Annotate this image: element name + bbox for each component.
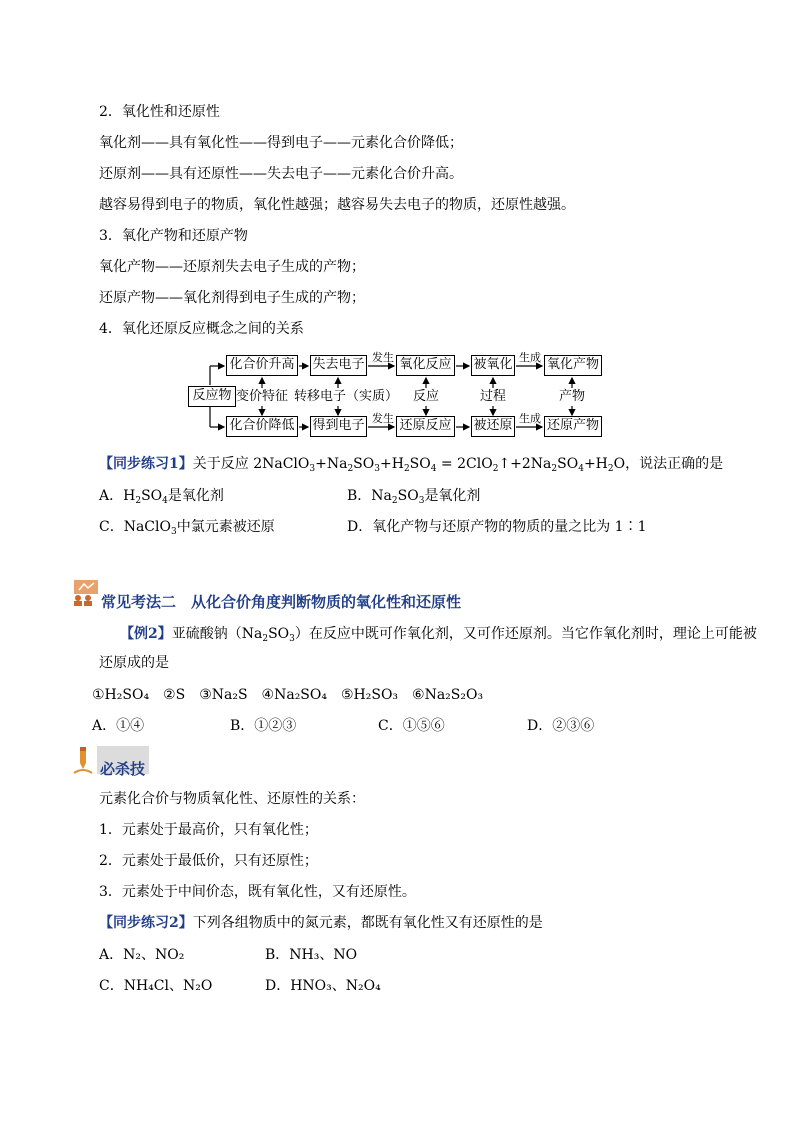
exercise-1-option-c xyxy=(99,518,275,541)
exercise-1-label: 【同步练习1】 xyxy=(99,456,193,472)
label-valence-feature: 变价特征 xyxy=(236,389,289,404)
label-occur-top: 发生 xyxy=(372,351,394,364)
heading-products: 3．氧化产物和还原产物 xyxy=(99,228,248,244)
label-reaction: 反应 xyxy=(413,389,440,404)
subscript: 2 xyxy=(391,496,398,506)
tip-rule-1: 1．元素处于最高价，只有氧化性； xyxy=(99,822,318,838)
box-oxidation-product: 氧化产物 xyxy=(544,355,602,376)
box-gain-electrons: 得到电子 xyxy=(310,416,367,437)
exercise-2-option-c: C．NH₄Cl、N₂O xyxy=(99,978,213,994)
box-oxidized: 被氧化 xyxy=(471,355,515,376)
exercise-1-stem xyxy=(99,455,723,478)
label-generate-top: 生成 xyxy=(519,351,541,364)
label-electron-transfer: 转移电子（实质） xyxy=(294,389,399,404)
stem-part: 亚硫酸钠（Na xyxy=(171,626,263,642)
example-2-option-c: C．①⑤⑥ xyxy=(378,718,445,734)
subscript: 2 xyxy=(607,464,614,474)
subscript: 2 xyxy=(347,464,354,474)
example-2-items: ①H₂SO₄ ②S ③Na₂S ④Na₂SO₄ ⑤H₂SO₃ ⑥Na₂S₂O₃ xyxy=(92,687,484,703)
example-2-option-a: A．①④ xyxy=(92,718,145,734)
subscript: 3 xyxy=(418,496,425,506)
tip-title: 必杀技 xyxy=(100,760,146,778)
subscript: 4 xyxy=(578,464,584,474)
box-reduced: 被还原 xyxy=(471,416,515,437)
stem-part: = 2ClO xyxy=(436,456,493,472)
example-2-stem-line2: 还原成的是 xyxy=(99,655,169,671)
stem-part: 下列各组物质中的氮元素，都既有氧化性又有还原性的是 xyxy=(192,915,543,931)
text-ox-product: 氧化产物——还原剂失去电子生成的产物； xyxy=(99,259,365,275)
subscript: 4 xyxy=(162,496,168,506)
subscript: 3 xyxy=(374,464,380,474)
concept-diagram xyxy=(186,352,606,442)
stem-part: SO xyxy=(268,626,290,642)
subscript: 3 xyxy=(289,634,295,644)
exercise-1-option-b xyxy=(347,487,480,510)
text-oxidant-line: 氧化剂——具有氧化性——得到电子——元素化合价降低； xyxy=(99,135,463,151)
exercise-2-option-b: B．NH₃、NO xyxy=(265,947,358,963)
exercise-1-option-d: D．氧化产物与还原产物的物质的量之比为 1∶1 xyxy=(347,519,647,535)
exercise-2-option-a: A．N₂、NO₂ xyxy=(99,947,185,963)
option-text: 中氯元素被还原 xyxy=(176,519,275,535)
option-text: 是氧化剂 xyxy=(167,488,224,504)
box-reactant: 反应物 xyxy=(188,386,236,407)
box-valence-down: 化合价降低 xyxy=(226,416,298,437)
stem-part: +H xyxy=(583,456,608,472)
example-2-option-b: B．①②③ xyxy=(230,718,297,734)
box-reduction-product: 还原产物 xyxy=(544,416,602,437)
subscript: 2 xyxy=(492,464,499,474)
stem-part: ）在反应中既可作氧化剂，又可作还原剂。当它作氧化剂时，理论上可能被 xyxy=(294,626,757,642)
tip-rule-3: 3．元素处于中间价态，既有氧化性，又有还原性。 xyxy=(99,884,416,900)
stem-part: +Na xyxy=(315,456,348,472)
stem-part: +H xyxy=(379,456,404,472)
box-oxidation-reaction: 氧化反应 xyxy=(396,355,455,376)
label-occur-bottom: 发生 xyxy=(372,412,394,425)
exercise-2-label: 【同步练习2】 xyxy=(99,915,193,931)
section-2-title: 常见考法二 从化合价角度判断物质的氧化性和还原性 xyxy=(101,593,462,611)
subscript: 2 xyxy=(135,496,142,506)
subscript: 4 xyxy=(430,464,437,474)
option-text: B．Na xyxy=(347,488,392,504)
text-reductant-line: 还原剂——具有还原性——失去电子——元素化合价升高。 xyxy=(99,166,463,182)
option-text: C．NaClO xyxy=(99,519,171,535)
subscript: 2 xyxy=(403,464,410,474)
exercise-1-option-a xyxy=(99,487,224,510)
stem-part: SO xyxy=(353,456,375,472)
example-2-option-d: D．②③⑥ xyxy=(527,718,595,734)
option-text: SO xyxy=(397,488,419,504)
stem-part: SO xyxy=(557,456,579,472)
stem-part: ↑+2Na xyxy=(498,456,552,472)
tip-intro: 元素化合价与物质氧化性、还原性的关系： xyxy=(99,791,365,807)
option-text: A．H xyxy=(99,488,136,504)
option-text: SO xyxy=(141,488,163,504)
option-text: 是氧化剂 xyxy=(424,488,481,504)
label-generate-bottom: 生成 xyxy=(519,412,541,425)
text-red-product: 还原产物——氧化剂得到电子生成的产物； xyxy=(99,290,365,306)
heading-relationship: 4．氧化还原反应概念之间的关系 xyxy=(99,321,304,337)
subscript: 2 xyxy=(262,634,269,644)
tip-rule-2: 2．元素处于最低价，只有还原性； xyxy=(99,853,318,869)
box-lose-electrons: 失去电子 xyxy=(310,355,367,376)
stem-part: 关于反应 2NaClO xyxy=(192,456,310,472)
stem-part: O，说法正确的是 xyxy=(613,456,724,472)
label-process: 过程 xyxy=(480,389,507,404)
example-2-label: 【例2】 xyxy=(120,626,172,642)
box-reduction-reaction: 还原反应 xyxy=(396,416,455,437)
section-teacher-icon xyxy=(72,580,100,606)
exercise-2-option-d: D．HNO₃、N₂O₄ xyxy=(265,978,381,994)
stem-part: SO xyxy=(409,456,431,472)
subscript: 2 xyxy=(551,464,558,474)
box-valence-up: 化合价升高 xyxy=(226,355,298,376)
subscript: 3 xyxy=(309,464,316,474)
subscript: 3 xyxy=(170,527,177,537)
exercise-2-stem xyxy=(99,914,543,932)
heading-oxidizing-reducing: 2．氧化性和还原性 xyxy=(99,104,220,120)
pencil-icon xyxy=(72,745,94,775)
text-strength-line: 越容易得到电子的物质，氧化性越强；越容易失去电子的物质，还原性越强。 xyxy=(99,197,575,213)
label-product: 产物 xyxy=(559,389,586,404)
example-2-stem-line1 xyxy=(120,625,757,648)
